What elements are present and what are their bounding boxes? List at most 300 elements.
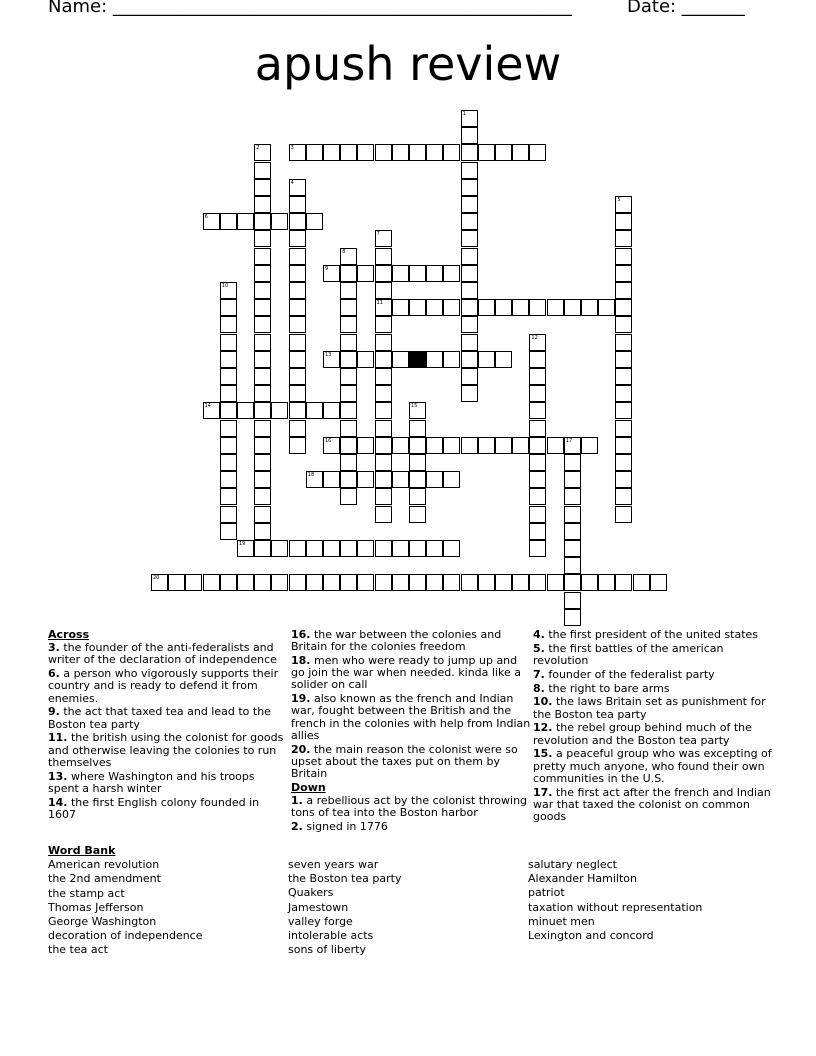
crossword-cell[interactable] bbox=[564, 454, 581, 471]
crossword-cell[interactable] bbox=[598, 299, 615, 316]
crossword-cell[interactable] bbox=[323, 471, 340, 488]
clue-text: men who were ready to jump up and go join the war when needed. kinda like a solider on call bbox=[291, 654, 521, 692]
crossword-cell[interactable] bbox=[564, 540, 581, 557]
crossword-cell[interactable] bbox=[237, 540, 254, 557]
crossword-cell[interactable] bbox=[220, 488, 237, 505]
crossword-cell[interactable] bbox=[461, 437, 478, 454]
crossword-cell[interactable] bbox=[564, 471, 581, 488]
crossword-cell[interactable] bbox=[426, 144, 443, 161]
crossword-cell[interactable] bbox=[443, 540, 460, 557]
crossword-cell[interactable] bbox=[289, 437, 306, 454]
crossword-cell[interactable] bbox=[426, 299, 443, 316]
crossword-cell[interactable] bbox=[220, 351, 237, 368]
crossword-cell[interactable] bbox=[306, 402, 323, 419]
crossword-cell[interactable] bbox=[375, 437, 392, 454]
crossword-cell[interactable] bbox=[461, 110, 478, 127]
crossword-cell[interactable] bbox=[564, 299, 581, 316]
crossword-cell[interactable] bbox=[254, 540, 271, 557]
crossword-cell[interactable] bbox=[409, 471, 426, 488]
crossword-cell[interactable] bbox=[615, 213, 632, 230]
crossword-cell[interactable] bbox=[254, 523, 271, 540]
clue-item bbox=[291, 655, 531, 692]
crossword-cell[interactable] bbox=[615, 488, 632, 505]
crossword-cell[interactable] bbox=[615, 282, 632, 299]
crossword-cell[interactable] bbox=[375, 282, 392, 299]
crossword-cell[interactable] bbox=[392, 540, 409, 557]
crossword-cell[interactable] bbox=[461, 230, 478, 247]
crossword-cell[interactable] bbox=[564, 523, 581, 540]
crossword-cell[interactable] bbox=[375, 368, 392, 385]
crossword-cell[interactable] bbox=[615, 471, 632, 488]
clue-number: 6 bbox=[204, 214, 208, 221]
clue-number-label: 9. bbox=[48, 705, 60, 719]
crossword-cell[interactable] bbox=[443, 437, 460, 454]
clue-item bbox=[291, 821, 531, 833]
crossword-cell[interactable] bbox=[615, 248, 632, 265]
crossword-cell[interactable] bbox=[461, 574, 478, 591]
crossword-cell[interactable] bbox=[392, 144, 409, 161]
crossword-cell[interactable] bbox=[323, 540, 340, 557]
crossword-cell[interactable] bbox=[495, 351, 512, 368]
crossword-cell[interactable] bbox=[375, 230, 392, 247]
crossword-cell[interactable] bbox=[289, 402, 306, 419]
word-bank-item: decoration of independence bbox=[48, 929, 203, 943]
crossword-cell[interactable] bbox=[409, 506, 426, 523]
crossword-cell[interactable] bbox=[237, 574, 254, 591]
crossword-cell[interactable] bbox=[461, 213, 478, 230]
crossword-cell[interactable] bbox=[254, 162, 271, 179]
crossword-cell[interactable] bbox=[254, 574, 271, 591]
crossword-cell[interactable] bbox=[289, 230, 306, 247]
crossword-cell[interactable] bbox=[203, 213, 220, 230]
crossword-cell[interactable] bbox=[254, 248, 271, 265]
crossword-cell[interactable] bbox=[615, 574, 632, 591]
crossword-cell[interactable] bbox=[461, 385, 478, 402]
crossword-cell[interactable] bbox=[340, 144, 357, 161]
crossword-cell[interactable] bbox=[478, 299, 495, 316]
clue-text: a peaceful group who was excepting of pretty much anyone, who found their own communities in the U.S. bbox=[533, 747, 772, 785]
crossword-cell[interactable] bbox=[392, 437, 409, 454]
crossword-cell[interactable] bbox=[564, 592, 581, 609]
crossword-cell[interactable] bbox=[289, 196, 306, 213]
crossword-cell[interactable] bbox=[254, 316, 271, 333]
crossword-cell[interactable] bbox=[512, 299, 529, 316]
crossword-cell[interactable] bbox=[289, 265, 306, 282]
crossword-cell[interactable] bbox=[254, 144, 271, 161]
crossword-cell[interactable] bbox=[375, 420, 392, 437]
clue-number: 18 bbox=[307, 472, 315, 479]
crossword-cell[interactable] bbox=[340, 299, 357, 316]
crossword-cell[interactable] bbox=[220, 574, 237, 591]
crossword-cell[interactable] bbox=[409, 540, 426, 557]
crossword-cell[interactable] bbox=[254, 213, 271, 230]
crossword-cell[interactable] bbox=[357, 265, 374, 282]
crossword-cell[interactable] bbox=[392, 265, 409, 282]
crossword-cell[interactable] bbox=[254, 299, 271, 316]
crossword-cell[interactable] bbox=[203, 574, 220, 591]
crossword-cell[interactable] bbox=[340, 265, 357, 282]
crossword-cell[interactable] bbox=[254, 265, 271, 282]
crossword-cell[interactable] bbox=[375, 471, 392, 488]
crossword-cell[interactable] bbox=[289, 282, 306, 299]
crossword-cell[interactable] bbox=[203, 402, 220, 419]
crossword-cell[interactable] bbox=[357, 471, 374, 488]
crossword-cell[interactable] bbox=[271, 213, 288, 230]
crossword-cell[interactable] bbox=[254, 402, 271, 419]
crossword-cell[interactable] bbox=[375, 351, 392, 368]
crossword-cell[interactable] bbox=[289, 316, 306, 333]
crossword-cell[interactable] bbox=[254, 488, 271, 505]
crossword-cell[interactable] bbox=[633, 574, 650, 591]
crossword-cell[interactable] bbox=[615, 351, 632, 368]
crossword-cell[interactable] bbox=[306, 213, 323, 230]
crossword-cell[interactable] bbox=[478, 144, 495, 161]
clue-number-label: 12. bbox=[533, 721, 553, 735]
crossword-cell[interactable] bbox=[443, 574, 460, 591]
crossword-cell[interactable] bbox=[254, 420, 271, 437]
crossword-cell[interactable] bbox=[529, 454, 546, 471]
clue-item bbox=[48, 797, 288, 821]
crossword-cell[interactable] bbox=[392, 299, 409, 316]
crossword-cell[interactable] bbox=[461, 282, 478, 299]
crossword-cell[interactable] bbox=[375, 402, 392, 419]
crossword-cell[interactable] bbox=[271, 540, 288, 557]
crossword-cell[interactable] bbox=[461, 162, 478, 179]
clue-number-label: 14. bbox=[48, 795, 68, 809]
crossword-cell[interactable] bbox=[323, 574, 340, 591]
crossword-cell[interactable] bbox=[529, 574, 546, 591]
crossword-cell[interactable] bbox=[340, 540, 357, 557]
crossword-cell[interactable] bbox=[529, 385, 546, 402]
crossword-cell[interactable] bbox=[495, 144, 512, 161]
crossword-cell[interactable] bbox=[495, 299, 512, 316]
crossword-cell[interactable] bbox=[529, 437, 546, 454]
crossword-cell[interactable] bbox=[220, 454, 237, 471]
crossword-cell[interactable] bbox=[340, 368, 357, 385]
crossword-cell[interactable] bbox=[547, 299, 564, 316]
crossword-cell[interactable] bbox=[375, 385, 392, 402]
crossword-cell[interactable] bbox=[443, 351, 460, 368]
crossword-cell[interactable] bbox=[357, 437, 374, 454]
crossword-cell[interactable] bbox=[512, 144, 529, 161]
crossword-cell[interactable] bbox=[220, 282, 237, 299]
crossword-cell[interactable] bbox=[478, 351, 495, 368]
clue-item bbox=[533, 722, 773, 746]
crossword-cell[interactable] bbox=[289, 144, 306, 161]
crossword-cell[interactable] bbox=[461, 248, 478, 265]
crossword-cell[interactable] bbox=[529, 334, 546, 351]
crossword-cell[interactable] bbox=[357, 540, 374, 557]
word-bank-item: the stamp act bbox=[48, 886, 125, 900]
crossword-cell[interactable] bbox=[271, 574, 288, 591]
crossword-cell[interactable] bbox=[426, 265, 443, 282]
clue-text: a rebellious act by the colonist throwing tons of tea into the Boston harbor bbox=[291, 794, 528, 820]
crossword-cell[interactable] bbox=[254, 506, 271, 523]
crossword-cell[interactable] bbox=[495, 574, 512, 591]
crossword-cell[interactable] bbox=[323, 265, 340, 282]
crossword-cell[interactable] bbox=[564, 574, 581, 591]
crossword-cell[interactable] bbox=[220, 299, 237, 316]
word-bank-item: the tea act bbox=[48, 943, 108, 957]
crossword-cell[interactable] bbox=[581, 437, 598, 454]
crossword-cell[interactable] bbox=[512, 574, 529, 591]
crossword-cell[interactable] bbox=[185, 574, 202, 591]
crossword-cell[interactable] bbox=[220, 334, 237, 351]
crossword-cell[interactable] bbox=[615, 506, 632, 523]
crossword-cell[interactable] bbox=[461, 368, 478, 385]
crossword-cell[interactable] bbox=[426, 437, 443, 454]
crossword-cell[interactable] bbox=[426, 351, 443, 368]
clue-number: 15 bbox=[411, 403, 418, 410]
crossword-cell[interactable] bbox=[461, 351, 478, 368]
crossword-cell[interactable] bbox=[392, 574, 409, 591]
crossword-cell[interactable] bbox=[564, 609, 581, 626]
crossword-cell[interactable] bbox=[340, 471, 357, 488]
crossword-cell[interactable] bbox=[409, 402, 426, 419]
clue-number-label: 6. bbox=[48, 667, 60, 681]
clue-number: 14 bbox=[204, 403, 211, 410]
crossword-cell[interactable] bbox=[340, 248, 357, 265]
crossword-cell[interactable] bbox=[306, 574, 323, 591]
crossword-cell[interactable] bbox=[289, 420, 306, 437]
crossword-cell[interactable] bbox=[443, 471, 460, 488]
crossword-cell[interactable] bbox=[323, 402, 340, 419]
crossword-cell[interactable] bbox=[529, 471, 546, 488]
crossword-cell[interactable] bbox=[220, 213, 237, 230]
crossword-cell[interactable] bbox=[237, 402, 254, 419]
crossword-cell[interactable] bbox=[254, 282, 271, 299]
crossword-cell[interactable] bbox=[220, 368, 237, 385]
crossword-cell[interactable] bbox=[289, 299, 306, 316]
crossword-cell[interactable] bbox=[529, 402, 546, 419]
crossword-cell[interactable] bbox=[254, 351, 271, 368]
crossword-cell[interactable] bbox=[357, 144, 374, 161]
crossword-cell[interactable] bbox=[237, 213, 254, 230]
crossword-cell[interactable] bbox=[529, 506, 546, 523]
crossword-cell[interactable] bbox=[581, 299, 598, 316]
clue-item bbox=[48, 642, 288, 666]
crossword-cell[interactable] bbox=[220, 523, 237, 540]
clue-text: the laws Britain set as punishment for the Boston tea party bbox=[533, 695, 766, 721]
crossword-cell[interactable] bbox=[426, 540, 443, 557]
crossword-cell[interactable] bbox=[220, 420, 237, 437]
crossword-cell[interactable] bbox=[289, 368, 306, 385]
crossword-cell[interactable] bbox=[340, 420, 357, 437]
crossword-cell[interactable] bbox=[615, 316, 632, 333]
word-bank-list bbox=[288, 858, 528, 957]
crossword-cell[interactable] bbox=[254, 385, 271, 402]
crossword-cell[interactable] bbox=[564, 506, 581, 523]
crossword-cell[interactable] bbox=[254, 230, 271, 247]
crossword-cell[interactable] bbox=[615, 454, 632, 471]
clue-number: 4 bbox=[290, 179, 294, 186]
word-bank-item: sons of liberty bbox=[288, 943, 366, 957]
crossword-cell[interactable] bbox=[254, 179, 271, 196]
crossword-cell[interactable] bbox=[461, 299, 478, 316]
crossword-cell[interactable] bbox=[254, 471, 271, 488]
crossword-cell[interactable] bbox=[564, 488, 581, 505]
crossword-cell[interactable] bbox=[443, 299, 460, 316]
crossword-cell[interactable] bbox=[289, 213, 306, 230]
crossword-cell[interactable] bbox=[615, 265, 632, 282]
crossword-cell[interactable] bbox=[615, 230, 632, 247]
crossword-cell[interactable] bbox=[340, 316, 357, 333]
crossword-cell[interactable] bbox=[340, 351, 357, 368]
crossword-cell[interactable] bbox=[375, 248, 392, 265]
crossword-cell[interactable] bbox=[340, 454, 357, 471]
clues-column-3 bbox=[533, 629, 773, 825]
crossword-cell[interactable] bbox=[340, 334, 357, 351]
crossword-cell[interactable] bbox=[254, 368, 271, 385]
crossword-cell[interactable] bbox=[529, 299, 546, 316]
word-bank-item: George Washington bbox=[48, 915, 157, 929]
crossword-cell[interactable] bbox=[615, 402, 632, 419]
crossword-cell[interactable] bbox=[615, 368, 632, 385]
puzzle-title: apush review bbox=[254, 37, 562, 91]
crossword-cell[interactable] bbox=[375, 299, 392, 316]
crossword-cell[interactable] bbox=[375, 574, 392, 591]
crossword-cell[interactable] bbox=[289, 540, 306, 557]
crossword-cell[interactable] bbox=[306, 144, 323, 161]
clue-text: the first English colony founded in 1607 bbox=[48, 795, 260, 821]
crossword-cell[interactable] bbox=[443, 265, 460, 282]
crossword-cell[interactable] bbox=[220, 385, 237, 402]
crossword-cell[interactable] bbox=[271, 402, 288, 419]
crossword-cell[interactable] bbox=[598, 574, 615, 591]
crossword-cell[interactable] bbox=[392, 471, 409, 488]
crossword-cell[interactable] bbox=[254, 437, 271, 454]
crossword-cell[interactable] bbox=[461, 334, 478, 351]
crossword-cell[interactable] bbox=[409, 437, 426, 454]
crossword-cell[interactable] bbox=[220, 471, 237, 488]
crossword-cell[interactable] bbox=[375, 265, 392, 282]
crossword-cell[interactable] bbox=[426, 574, 443, 591]
crossword-cell[interactable] bbox=[254, 454, 271, 471]
crossword-cell[interactable] bbox=[357, 574, 374, 591]
crossword-cell[interactable] bbox=[289, 248, 306, 265]
crossword-cell[interactable] bbox=[340, 437, 357, 454]
word-bank-item: American revolution bbox=[48, 858, 160, 872]
crossword-cell[interactable] bbox=[340, 574, 357, 591]
clue-number: 1 bbox=[462, 111, 466, 117]
word-bank-item: Jamestown bbox=[288, 900, 349, 914]
crossword-cell[interactable] bbox=[340, 385, 357, 402]
crossword-cell[interactable] bbox=[168, 574, 185, 591]
crossword-cell[interactable] bbox=[357, 351, 374, 368]
crossword-cell[interactable] bbox=[615, 334, 632, 351]
crossword-cell[interactable] bbox=[151, 574, 168, 591]
crossword-cell[interactable] bbox=[564, 557, 581, 574]
clue-number-label: 2. bbox=[291, 820, 303, 834]
crossword-cell[interactable] bbox=[529, 144, 546, 161]
crossword-cell[interactable] bbox=[409, 265, 426, 282]
crossword-cell[interactable] bbox=[306, 471, 323, 488]
clue-text: the first act after the french and Indian war that taxed the colonist on common goods bbox=[533, 785, 771, 823]
crossword-cell[interactable] bbox=[375, 488, 392, 505]
crossword-cell[interactable] bbox=[375, 144, 392, 161]
crossword-cell[interactable] bbox=[220, 506, 237, 523]
crossword-cell[interactable] bbox=[289, 334, 306, 351]
crossword-cell[interactable] bbox=[323, 351, 340, 368]
crossword-cell[interactable] bbox=[461, 196, 478, 213]
down-clue-list bbox=[291, 795, 531, 833]
crossword-cell[interactable] bbox=[461, 316, 478, 333]
crossword-cell[interactable] bbox=[650, 574, 667, 591]
crossword-cell[interactable] bbox=[529, 540, 546, 557]
crossword-cell[interactable] bbox=[323, 437, 340, 454]
crossword-cell[interactable] bbox=[340, 282, 357, 299]
crossword-cell[interactable] bbox=[529, 351, 546, 368]
crossword-cell[interactable] bbox=[615, 299, 632, 316]
clue-number-label: 1. bbox=[291, 794, 303, 808]
crossword-cell[interactable] bbox=[254, 334, 271, 351]
crossword-cell[interactable] bbox=[443, 144, 460, 161]
crossword-cell[interactable] bbox=[495, 437, 512, 454]
crossword-cell[interactable] bbox=[564, 437, 581, 454]
crossword-cell[interactable] bbox=[375, 506, 392, 523]
crossword-cell[interactable] bbox=[220, 316, 237, 333]
word-bank-item: intolerable acts bbox=[288, 929, 374, 943]
crossword-cell[interactable] bbox=[529, 368, 546, 385]
crossword-cell[interactable] bbox=[478, 574, 495, 591]
crossword-cell[interactable] bbox=[340, 402, 357, 419]
crossword-cell[interactable] bbox=[409, 299, 426, 316]
crossword-cell[interactable] bbox=[306, 540, 323, 557]
crossword-cell[interactable] bbox=[461, 127, 478, 144]
crossword-cell[interactable] bbox=[409, 420, 426, 437]
crossword-cell[interactable] bbox=[478, 437, 495, 454]
clue-item bbox=[291, 795, 531, 819]
crossword-cell[interactable] bbox=[289, 179, 306, 196]
crossword-cell[interactable] bbox=[461, 265, 478, 282]
crossword-cell[interactable] bbox=[375, 540, 392, 557]
crossword-cell[interactable] bbox=[392, 351, 409, 368]
crossword-cell[interactable] bbox=[426, 471, 443, 488]
crossword-cell[interactable] bbox=[289, 574, 306, 591]
crossword-cell[interactable] bbox=[512, 437, 529, 454]
crossword-cell[interactable] bbox=[615, 420, 632, 437]
crossword-cell[interactable] bbox=[289, 385, 306, 402]
crossword-cell[interactable] bbox=[375, 454, 392, 471]
crossword-cell[interactable] bbox=[581, 574, 598, 591]
crossword-cell[interactable] bbox=[409, 574, 426, 591]
clue-text: the first president of the united states bbox=[544, 628, 759, 641]
crossword-cell[interactable] bbox=[289, 351, 306, 368]
crossword-cell[interactable] bbox=[615, 385, 632, 402]
crossword-cell[interactable] bbox=[220, 437, 237, 454]
crossword-cell[interactable] bbox=[409, 488, 426, 505]
crossword-cell[interactable] bbox=[615, 196, 632, 213]
crossword-cell[interactable] bbox=[461, 179, 478, 196]
crossword-cell[interactable] bbox=[529, 488, 546, 505]
crossword-cell[interactable] bbox=[409, 144, 426, 161]
crossword-cell[interactable] bbox=[375, 334, 392, 351]
word-bank-item: minuet men bbox=[528, 914, 595, 928]
crossword-cell[interactable] bbox=[340, 488, 357, 505]
crossword-cell[interactable] bbox=[375, 316, 392, 333]
crossword-cell[interactable] bbox=[409, 454, 426, 471]
crossword-cell[interactable] bbox=[254, 196, 271, 213]
crossword-cell[interactable] bbox=[461, 144, 478, 161]
crossword-cell[interactable] bbox=[529, 420, 546, 437]
crossword-cell[interactable] bbox=[323, 144, 340, 161]
crossword-cell[interactable] bbox=[615, 437, 632, 454]
crossword-cell[interactable] bbox=[547, 574, 564, 591]
crossword-cell[interactable] bbox=[529, 523, 546, 540]
crossword-cell[interactable] bbox=[220, 402, 237, 419]
word-bank-item: the Boston tea party bbox=[288, 872, 402, 886]
crossword-cell[interactable] bbox=[547, 437, 564, 454]
